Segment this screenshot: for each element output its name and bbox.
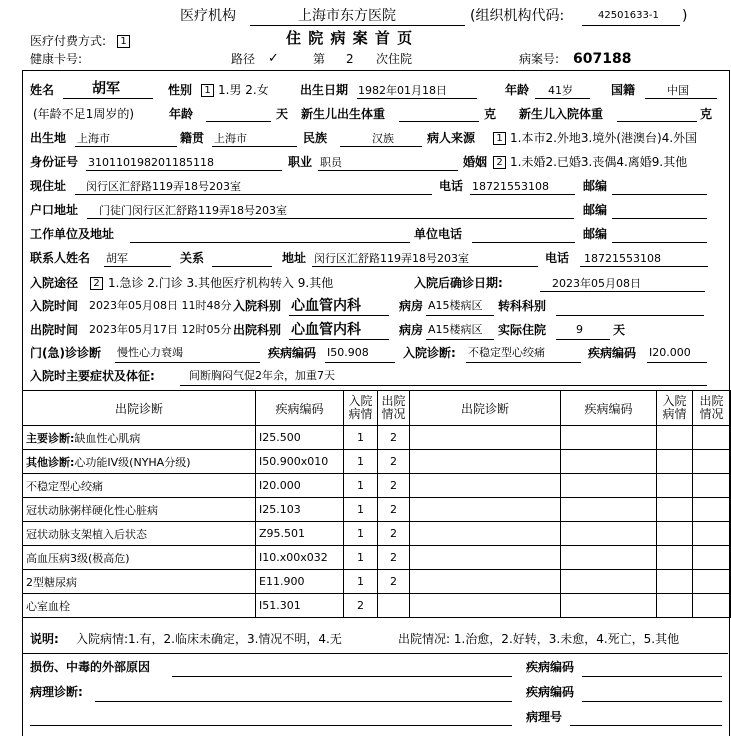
in-diag: 不稳定型心绞痛: [468, 346, 545, 359]
org-label: 医疗机构: [180, 8, 236, 24]
infant-note: (年龄不足1周岁的): [33, 107, 134, 121]
diag-in: 1: [344, 474, 378, 498]
in-diag-label: 入院诊断:: [403, 346, 456, 360]
address: 闵行区汇舒路119弄18号203室: [86, 180, 241, 193]
in-time-label: 入院时间: [30, 299, 79, 313]
diag-code: I51.301: [256, 594, 344, 618]
contact-address: 闵行区汇舒路119弄18号203室: [314, 252, 469, 265]
diag-out: 2: [378, 546, 410, 570]
col-discharge-diag-2: 出院诊断: [410, 391, 561, 426]
address-label: 现住址: [30, 179, 67, 193]
path-label: 路径: [231, 52, 256, 66]
dob-label: 出生日期: [300, 83, 349, 97]
col-out-cond: 出院情况: [378, 391, 410, 426]
diag-in: 1: [344, 426, 378, 450]
diag-in: 1: [344, 522, 378, 546]
nation: 中国: [667, 84, 689, 97]
out-time: 2023年05月17日 12时05分: [89, 323, 232, 336]
notes-in-cond: 入院病情:1.有，2.临床未确定，3.情况不明，4.无: [76, 632, 342, 646]
diag-code: I25.103: [256, 498, 344, 522]
pay-box[interactable]: 1: [117, 35, 130, 48]
diag-code: I20.000: [256, 474, 344, 498]
table-row: [23, 474, 731, 498]
job-label: 职业: [288, 155, 313, 169]
diag-in: 1: [344, 546, 378, 570]
pay-label: 医疗付费方式:: [30, 34, 107, 48]
out-ward: A15楼病区: [428, 323, 483, 336]
org-code-label: (组织机构代码:: [470, 8, 565, 24]
work-phone-label: 单位电话: [414, 227, 463, 241]
admit-weight-unit: 克: [700, 107, 713, 121]
injury-label: 损伤、中毒的外部原因: [30, 660, 151, 674]
er-code-label: 疾病编码: [268, 346, 317, 360]
org-code-close: ): [682, 8, 688, 24]
marriage-options: 1.未婚2.已婚3.丧偶4.离婚9.其他: [510, 155, 688, 169]
name-label: 姓名: [30, 83, 55, 97]
diag-name: 不稳定型心绞痛: [23, 474, 256, 498]
diagnosis-table: [22, 390, 731, 618]
stay-days: 9: [576, 323, 583, 336]
confirm-label: 入院后确诊日期:: [414, 276, 503, 290]
patient-name: 胡军: [92, 81, 120, 97]
table-row: [23, 570, 731, 594]
diag-out: 2: [378, 570, 410, 594]
injury-code-label: 疾病编码: [526, 660, 575, 674]
health-card-label: 健康卡号:: [30, 52, 83, 66]
table-row: [23, 546, 731, 570]
age: 41岁: [548, 84, 573, 97]
diag-code: Z95.501: [256, 522, 344, 546]
contact-label: 联系人姓名: [30, 251, 91, 265]
table-row: [23, 450, 731, 474]
notes-label: 说明:: [30, 632, 59, 646]
col-code: 疾病编码: [256, 391, 344, 426]
symptom-label: 入院时主要症状及体征:: [30, 369, 155, 383]
diag-out: 2: [378, 522, 410, 546]
route-label: 入院途径: [30, 276, 79, 290]
main-diag-prefix: 主要诊断:: [26, 431, 75, 445]
zip-label-2: 邮编: [583, 203, 608, 217]
phone: 18721553108: [472, 180, 549, 193]
diag-code: E11.900: [256, 570, 344, 594]
diag-in: 1: [344, 570, 378, 594]
in-time: 2023年05月08日 11时48分: [89, 299, 232, 312]
admission-count: 2: [346, 52, 354, 66]
in-code: I20.000: [649, 346, 691, 359]
page-title: 住 院 病 案 首 页: [286, 29, 414, 47]
er-diag: 慢性心力衰竭: [117, 346, 183, 359]
ethnic: 汉族: [372, 132, 394, 145]
nation-label: 国籍: [611, 83, 636, 97]
admission-prefix: 第: [313, 52, 326, 66]
route-options: 1.急诊 2.门诊 3.其他医疗机构转入 9.其他: [108, 276, 334, 290]
case-no: 607188: [573, 51, 632, 67]
table-header-row: [23, 391, 731, 426]
birthplace-label: 出生地: [30, 131, 67, 145]
dob: 1982年01月18日: [358, 84, 447, 97]
native-label: 籍贯: [180, 131, 205, 145]
diag-name: 心室血栓: [23, 594, 256, 618]
diag-out: [378, 594, 410, 618]
diag-name: 心功能IV级(NYHA分级): [74, 455, 191, 469]
org-code: 42501633-1: [598, 10, 659, 21]
col-in-cond-2: 入院病情: [657, 391, 693, 426]
source-options: 1.本市2.外地3.境外(港澳台)4.外国: [510, 131, 698, 145]
other-diag-prefix: 其他诊断:: [26, 455, 75, 469]
job: 职员: [320, 156, 342, 169]
col-in-cond: 入院病情: [344, 391, 378, 426]
ward-label: 病房: [399, 299, 424, 313]
patho-no-label: 病理号: [526, 710, 563, 724]
marriage-label: 婚姻: [463, 155, 488, 169]
transfer-label: 转科科别: [498, 299, 547, 313]
in-code-label: 疾病编码: [588, 346, 637, 360]
path-checkbox[interactable]: ✓: [268, 51, 279, 66]
diag-out: 2: [378, 426, 410, 450]
er-diag-label: 门(急)诊诊断: [30, 346, 101, 360]
infant-day-unit: 天: [276, 107, 289, 121]
relation-label: 关系: [180, 251, 205, 265]
diag-out: 2: [378, 474, 410, 498]
ethnic-label: 民族: [303, 131, 328, 145]
phone-label: 电话: [439, 179, 464, 193]
stay-unit: 天: [613, 323, 626, 337]
out-ward-label: 病房: [399, 323, 424, 337]
sex-label: 性别: [168, 83, 193, 97]
source-label: 病人来源: [427, 131, 476, 145]
source-box[interactable]: 1: [493, 132, 506, 145]
col-out-cond-2: 出院情况: [693, 391, 731, 426]
col-discharge-diag: 出院诊断: [23, 391, 256, 426]
sex-options: 1.男 2.女: [218, 83, 269, 97]
id-label: 身份证号: [30, 155, 79, 169]
contact-phone-label: 电话: [545, 251, 570, 265]
admission-suffix: 次住院: [376, 52, 413, 66]
admit-weight-label: 新生儿入院体重: [519, 107, 604, 121]
diag-in: 1: [344, 450, 378, 474]
infant-age-label: 年龄: [169, 107, 194, 121]
sex-box[interactable]: 1: [201, 84, 214, 97]
hukou: 门徒门闵行区汇舒路119弄18号203室: [99, 204, 287, 217]
diag-name: 2型糖尿病: [23, 570, 256, 594]
diag-out: 2: [378, 498, 410, 522]
contact-phone: 18721553108: [584, 252, 661, 265]
table-row: [23, 426, 731, 450]
route-box[interactable]: 2: [90, 277, 103, 290]
er-code: I50.908: [327, 346, 369, 359]
table-row: [23, 594, 731, 618]
native: 上海市: [214, 132, 247, 145]
ward: A15楼病区: [428, 299, 483, 312]
col-code-2: 疾病编码: [561, 391, 657, 426]
marriage-box[interactable]: 2: [493, 156, 506, 169]
case-no-label: 病案号:: [519, 52, 560, 66]
diag-name: 冠状动脉支架植入后状态: [23, 522, 256, 546]
contact-address-label: 地址: [282, 251, 307, 265]
patho-code-label: 疾病编码: [526, 685, 575, 699]
org-name: 上海市东方医院: [298, 8, 396, 24]
diag-name: 冠状动脉粥样硬化性心脏病: [23, 498, 256, 522]
diag-out: 2: [378, 450, 410, 474]
age-label: 年龄: [505, 83, 530, 97]
patho-label: 病理诊断:: [30, 685, 83, 699]
diag-in: 2: [344, 594, 378, 618]
out-time-label: 出院时间: [30, 323, 79, 337]
birthplace: 上海市: [77, 132, 110, 145]
birth-weight-unit: 克: [484, 107, 497, 121]
table-row: [23, 498, 731, 522]
diag-name: 缺血性心肌病: [74, 431, 141, 445]
out-dept: 心血管内科: [291, 322, 361, 338]
table-row: [23, 522, 731, 546]
id-no: 310110198201185118: [88, 156, 214, 169]
birth-weight-label: 新生儿出生体重: [301, 107, 386, 121]
work-label: 工作单位及地址: [30, 227, 115, 241]
confirm-date: 2023年05月08日: [552, 277, 641, 290]
zip-label: 邮编: [583, 179, 608, 193]
contact-name: 胡军: [106, 252, 128, 265]
diag-name: 高血压病3级(极高危): [23, 546, 256, 570]
stay-label: 实际住院: [498, 323, 547, 337]
out-dept-label: 出院科别: [233, 323, 282, 337]
notes-out-cond: 出院情况: 1.治愈，2.好转，3.未愈，4.死亡，5.其他: [398, 632, 680, 646]
diag-code: I25.500: [256, 426, 344, 450]
symptom: 间断胸闷气促2年余，加重7天: [189, 369, 335, 382]
diag-in: 1: [344, 498, 378, 522]
diag-code: I50.900x010: [256, 450, 344, 474]
diag-code: I10.x00x032: [256, 546, 344, 570]
in-dept: 心血管内科: [291, 298, 361, 314]
zip-label-3: 邮编: [583, 227, 608, 241]
in-dept-label: 入院科别: [233, 299, 282, 313]
hukou-label: 户口地址: [30, 203, 79, 217]
